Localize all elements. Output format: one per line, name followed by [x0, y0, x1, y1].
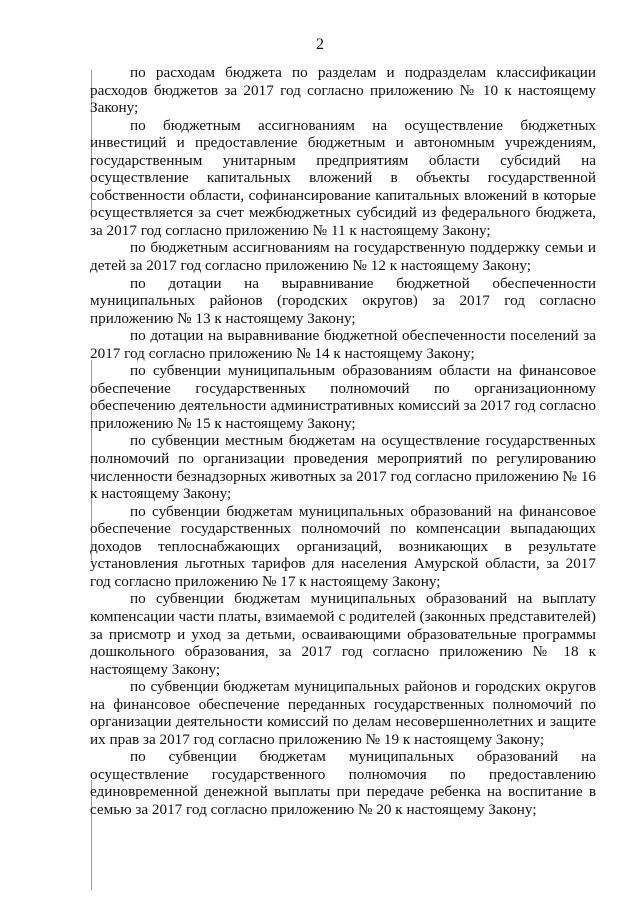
paragraph: по субвенции бюджетам муниципальных районов и городских округов на финансовое обеспечение переданных государственных полномочий по организации деятельности комиссий по делам несовершеннолетних и защите их прав за 2017 год согласно приложению № 19 к настоящему Закону;	[90, 678, 596, 748]
paragraph: по дотации на выравнивание бюджетной обеспеченности муниципальных районов (городских округов) за 2017 год согласно приложению № 13 к настоящему Закону;	[90, 274, 596, 327]
document-body	[90, 64, 596, 819]
paragraph: по дотации на выравнивание бюджетной обеспеченности поселений за 2017 год согласно приложению № 14 к настоящему Закону;	[90, 327, 596, 362]
paragraph: по расходам бюджета по разделам и подразделам классификации расходов бюджетов за 2017 год согласно приложению № 10 к настоящему Закону;	[90, 64, 596, 117]
paragraph: по субвенции муниципальным образованиям области на финансовое обеспечение государственных полномочий по организационному обеспечению деятельности административных комиссий за 2017 год согласно приложению № 15 к настоящему Закону;	[90, 362, 596, 432]
paragraph: по субвенции местным бюджетам на осуществление государственных полномочий по организации проведения мероприятий по регулированию численности безнадзорных животных за 2017 год согласно приложению № 16 к настоящему Закону;	[90, 432, 597, 503]
paragraph: по бюджетным ассигнованиям на осуществление бюджетных инвестиций и предоставление бюджетным и автономным учреждениям, государственным унитарным предприятиям области субсидий на осуществление капитальных вложений в объекты государственной собственности области, софинансирование капитальных вложений в которые осуществляется за счет межбюджетных субсидий из федерального бюджета, за 2017 год согласно приложению № 11 к настоящему Закону;	[90, 116, 596, 239]
paragraph: по субвенции бюджетам муниципальных образований на осуществление государственного полномочия по предоставлению единовременной денежной выплаты при передаче ребенка на воспитание в семью за 2017 год согласно приложению № 20 к настоящему Закону;	[90, 748, 596, 818]
page-number: 2	[316, 36, 324, 53]
paragraph: по бюджетным ассигнованиям на государственную поддержку семьи и детей за 2017 год согласно приложению № 12 к настоящему Закону;	[90, 239, 596, 275]
paragraph: по субвенции бюджетам муниципальных образований на финансовое обеспечение государственных полномочий по компенсации выпадающих доходов теплоснабжающих организаций, возникающих в результате установления льготных тарифов для населения Амурской области, за 2017 год согласно приложению № 17 к настоящему Закону;	[90, 502, 596, 590]
paragraph: по субвенции бюджетам муниципальных образований на выплату компенсации части платы, взимаемой с родителей (законных представителей) за присмотр и уход за детьми, осваивающими образовательные программы дошкольного образования, за 2017 год согласно приложению № 18 к настоящему Закону;	[90, 590, 596, 678]
